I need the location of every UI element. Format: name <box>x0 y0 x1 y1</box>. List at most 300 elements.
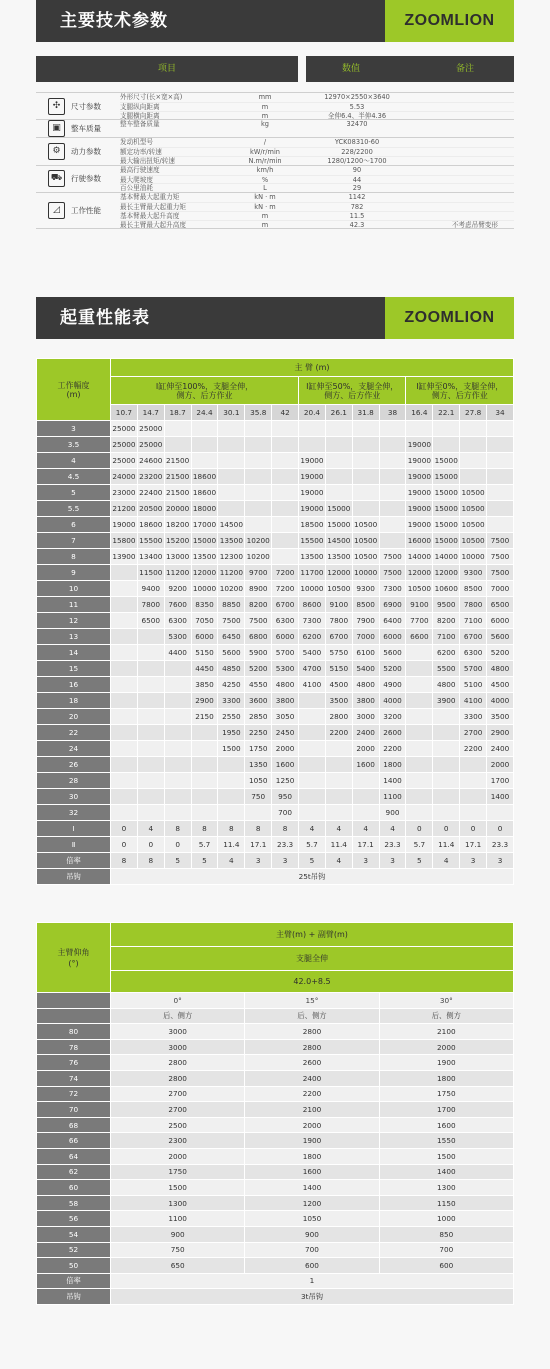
load-cell <box>191 789 218 805</box>
load-cell: 7500 <box>487 533 514 549</box>
load-cell: 2800 <box>325 709 352 725</box>
load-cell <box>272 533 299 549</box>
radius-cell: 28 <box>37 773 111 789</box>
table-row <box>37 453 514 469</box>
load-cell: 10500 <box>352 533 379 549</box>
spec-cell: 32470 <box>346 120 368 129</box>
spec-cell <box>412 157 514 165</box>
boom-length: 10.7 <box>111 405 138 421</box>
table-row <box>37 1148 514 1164</box>
angle-cell: 78 <box>37 1039 111 1055</box>
spec-group-label <box>36 138 120 164</box>
load-cell: 25000 <box>111 421 138 437</box>
spec-cell <box>412 193 514 202</box>
truck-icon: ⛟ <box>48 170 65 187</box>
load-cell: 1700 <box>379 1102 513 1118</box>
load-cell: 3500 <box>487 709 514 725</box>
load-cell: 15000 <box>191 533 218 549</box>
table-row <box>37 1133 514 1149</box>
boom-length: 14.7 <box>137 405 164 421</box>
table-row <box>37 821 514 837</box>
load-cell <box>137 693 164 709</box>
load-cell: 2250 <box>245 725 272 741</box>
boom-length: 16.4 <box>406 405 433 421</box>
load-cell: 15000 <box>433 501 460 517</box>
spec-group-name: 行驶参数 <box>71 174 101 184</box>
load-cell: 2450 <box>272 725 299 741</box>
load-cell <box>325 773 352 789</box>
load-cell: 1550 <box>379 1133 513 1149</box>
load-cell: 15000 <box>433 533 460 549</box>
load-cell: 1050 <box>245 1211 379 1227</box>
load-cell <box>433 421 460 437</box>
spec-cell: 最高行驶速度 <box>120 165 160 174</box>
load-cell <box>325 789 352 805</box>
load-cell: 11500 <box>137 565 164 581</box>
load-cell <box>111 773 138 789</box>
spec-cell <box>412 148 514 156</box>
load-cell: 9700 <box>245 565 272 581</box>
load-cell: 19000 <box>406 469 433 485</box>
spec-cell: 支腿横向距离 <box>120 111 160 120</box>
load-cell: 7800 <box>137 597 164 613</box>
load-cell: 6200 <box>433 645 460 661</box>
load-cell <box>111 741 138 757</box>
load-cell: 1600 <box>352 757 379 773</box>
load-cell: 4800 <box>272 677 299 693</box>
spec-cell: 90 <box>352 165 362 174</box>
table-cell: 0 <box>111 837 138 853</box>
load-cell: 7900 <box>352 613 379 629</box>
load-cell: 18600 <box>137 517 164 533</box>
spec-group <box>36 137 514 164</box>
load-cell <box>191 741 218 757</box>
load-cell: 5200 <box>379 661 406 677</box>
direction-cell: 后、侧方 <box>245 1008 379 1024</box>
load-cell: 6000 <box>487 613 514 629</box>
load-cell: 10500 <box>325 581 352 597</box>
spec-cell: kN · m <box>254 202 276 211</box>
load-cell: 6000 <box>379 629 406 645</box>
spec-cell: m <box>261 102 269 111</box>
load-cell: 5750 <box>325 645 352 661</box>
specs-title: 主要技术参数 <box>60 11 168 31</box>
load-cell: 15000 <box>325 501 352 517</box>
table-cell: 1 <box>111 1273 514 1289</box>
load-cell <box>137 773 164 789</box>
spec-cell <box>412 120 514 129</box>
jib-title: 主臂(m) + 副臂(m) <box>111 923 514 947</box>
load-cell <box>406 709 433 725</box>
table-row <box>37 645 514 661</box>
load-cell: 8350 <box>191 597 218 613</box>
load-cell <box>325 485 352 501</box>
load-cell: 6500 <box>137 613 164 629</box>
load-cell <box>406 725 433 741</box>
spec-cell: mm <box>258 93 272 101</box>
load-cell <box>406 645 433 661</box>
load-cell: 25000 <box>137 437 164 453</box>
load-cell: 3850 <box>191 677 218 693</box>
spec-row <box>120 147 514 156</box>
radius-cell: 5 <box>37 485 111 501</box>
load-cell: 22400 <box>137 485 164 501</box>
load-cell: 10500 <box>460 517 487 533</box>
radius-cell: 20 <box>37 709 111 725</box>
load-cell <box>137 757 164 773</box>
spec-cell: / <box>263 138 267 147</box>
jib-config: 42.0+8.5 <box>111 971 514 993</box>
row-label: 吊钩 <box>37 869 111 885</box>
load-cell <box>325 421 352 437</box>
load-cell: 2200 <box>325 725 352 741</box>
row-label <box>37 993 111 1009</box>
load-cell <box>218 757 245 773</box>
load-cell: 3600 <box>245 693 272 709</box>
table-row <box>37 485 514 501</box>
load-cell: 5900 <box>245 645 272 661</box>
load-cell: 2700 <box>111 1086 245 1102</box>
load-cell <box>164 741 191 757</box>
load-cell: 19000 <box>299 469 326 485</box>
spec-cell: kN · m <box>254 193 276 202</box>
main-boom-header: 主 臂 (m) <box>111 359 514 377</box>
load-cell <box>272 421 299 437</box>
load-cell: 7700 <box>406 613 433 629</box>
spec-row <box>120 93 514 102</box>
load-cell: 14500 <box>325 533 352 549</box>
spec-cell: m <box>261 211 269 220</box>
table-row <box>37 581 514 597</box>
load-cell <box>299 789 326 805</box>
table-row <box>37 1164 514 1180</box>
load-cell: 6200 <box>299 629 326 645</box>
angle-cell: 60 <box>37 1180 111 1196</box>
load-cell <box>352 773 379 789</box>
load-cell: 3000 <box>111 1039 245 1055</box>
load-cell <box>433 757 460 773</box>
load-cell: 7800 <box>325 613 352 629</box>
table-cell: 4 <box>299 821 326 837</box>
load-cell: 5700 <box>272 645 299 661</box>
load-cell <box>299 693 326 709</box>
load-cell: 18200 <box>164 517 191 533</box>
load-cell <box>272 501 299 517</box>
load-cell: 18600 <box>191 469 218 485</box>
load-cell: 8500 <box>352 597 379 613</box>
direction-cell: 后、侧方 <box>379 1008 513 1024</box>
spec-cell: 最大输出扭矩/转速 <box>120 156 175 165</box>
load-cell <box>245 453 272 469</box>
load-cell: 650 <box>111 1258 245 1274</box>
load-cell <box>191 437 218 453</box>
spec-cell: YCK08310-60 <box>334 138 380 147</box>
spec-cell: 42.3 <box>349 220 365 229</box>
load-cell: 2500 <box>111 1117 245 1133</box>
spec-cell <box>412 112 514 120</box>
load-cell <box>460 757 487 773</box>
load-cell <box>191 773 218 789</box>
load-cell: 13000 <box>164 549 191 565</box>
load-cell <box>245 421 272 437</box>
load-cell: 10000 <box>352 565 379 581</box>
load-header-bar <box>36 297 514 339</box>
table-row <box>37 421 514 437</box>
table-cell: 0 <box>487 821 514 837</box>
table-cell: 3 <box>272 853 299 869</box>
load-cell: 1800 <box>379 757 406 773</box>
load-cell: 6600 <box>406 629 433 645</box>
load-cell <box>325 437 352 453</box>
load-cell: 7800 <box>460 597 487 613</box>
spec-cell: 1142 <box>348 193 366 202</box>
load-cell <box>191 725 218 741</box>
load-cell: 5150 <box>325 661 352 677</box>
spec-group <box>36 192 514 229</box>
load-cell <box>299 709 326 725</box>
angle-cell: 56 <box>37 1211 111 1227</box>
radius-cell: 4.5 <box>37 469 111 485</box>
load-cell <box>164 757 191 773</box>
load-cell: 18600 <box>191 485 218 501</box>
angle-cell: 58 <box>37 1195 111 1211</box>
table-row <box>37 1258 514 1274</box>
radius-cell: 16 <box>37 677 111 693</box>
load-cell: 600 <box>245 1258 379 1274</box>
load-cell <box>137 629 164 645</box>
load-cell: 1600 <box>245 1164 379 1180</box>
load-cell: 7100 <box>433 629 460 645</box>
load-cell: 19000 <box>406 485 433 501</box>
load-cell: 13500 <box>218 533 245 549</box>
load-cell <box>487 469 514 485</box>
load-cell: 19000 <box>406 517 433 533</box>
load-cell: 13500 <box>299 549 326 565</box>
load-cell: 3000 <box>111 1024 245 1040</box>
spec-group <box>36 92 514 119</box>
table-row <box>37 837 514 853</box>
load-cell <box>218 789 245 805</box>
load-cell: 4000 <box>487 693 514 709</box>
load-cell <box>299 741 326 757</box>
table-cell: 4 <box>325 853 352 869</box>
spec-group-label <box>36 93 120 119</box>
load-cell <box>245 501 272 517</box>
load-cell <box>299 757 326 773</box>
load-cell <box>487 485 514 501</box>
table-cell: 0 <box>433 821 460 837</box>
load-cell: 700 <box>272 805 299 821</box>
load-cell: 15000 <box>325 517 352 533</box>
load-cell: 2200 <box>379 741 406 757</box>
load-cell <box>137 805 164 821</box>
load-cell: 5400 <box>352 661 379 677</box>
load-cell: 4450 <box>191 661 218 677</box>
table-row <box>37 549 514 565</box>
load-cell: 5300 <box>164 629 191 645</box>
load-cell <box>379 485 406 501</box>
load-cell: 12300 <box>218 549 245 565</box>
table-cell: 3t吊钩 <box>111 1289 514 1305</box>
load-cell <box>245 517 272 533</box>
spec-group-label <box>36 193 120 228</box>
load-cell: 7600 <box>164 597 191 613</box>
load-cell <box>191 805 218 821</box>
spec-cell <box>412 138 514 147</box>
load-cell <box>487 437 514 453</box>
load-cell: 1500 <box>379 1148 513 1164</box>
load-cell <box>299 805 326 821</box>
load-cell <box>111 661 138 677</box>
load-cell: 10500 <box>460 533 487 549</box>
radius-cell: 5.5 <box>37 501 111 517</box>
load-cell <box>299 421 326 437</box>
load-cell: 1400 <box>487 789 514 805</box>
load-cell <box>433 725 460 741</box>
spec-cell: 整车整备质量 <box>120 120 160 129</box>
table-row <box>37 661 514 677</box>
angle-cell: 54 <box>37 1226 111 1242</box>
table-row <box>37 629 514 645</box>
spec-cell: 11.5 <box>349 211 365 220</box>
load-cell <box>406 421 433 437</box>
spec-cell: 228/2200 <box>341 148 373 157</box>
load-cell: 1100 <box>379 789 406 805</box>
load-cell: 2150 <box>191 709 218 725</box>
radius-cell: 9 <box>37 565 111 581</box>
table-cell: 0 <box>164 837 191 853</box>
table-cell: 5.7 <box>299 837 326 853</box>
load-cell <box>164 661 191 677</box>
offset-angle: 0° <box>111 993 245 1009</box>
spec-col-note: 备注 <box>455 64 474 74</box>
load-cell: 1600 <box>379 1117 513 1133</box>
row-label: Ⅱ <box>37 837 111 853</box>
load-title: 起重性能表 <box>60 308 150 328</box>
load-cell <box>487 453 514 469</box>
load-cell: 10000 <box>191 581 218 597</box>
table-row <box>37 613 514 629</box>
spec-cell: 基本臂最大起重力矩 <box>120 193 180 202</box>
table-cell: 8 <box>191 821 218 837</box>
load-cell: 7100 <box>460 613 487 629</box>
load-cell <box>487 805 514 821</box>
spec-cell: 782 <box>350 202 364 211</box>
load-cell <box>325 805 352 821</box>
table-cell: 0 <box>460 821 487 837</box>
spec-cell <box>412 176 514 184</box>
load-cell <box>245 485 272 501</box>
load-cell: 2600 <box>379 725 406 741</box>
load-cell: 9400 <box>137 581 164 597</box>
table-cell: 8 <box>218 821 245 837</box>
angle-cell: 72 <box>37 1086 111 1102</box>
load-cell <box>111 645 138 661</box>
load-cell: 8900 <box>245 581 272 597</box>
load-cell <box>191 757 218 773</box>
load-cell: 9500 <box>433 597 460 613</box>
table-cell: 4 <box>218 853 245 869</box>
spec-cell: 发动机型号 <box>120 138 153 147</box>
spec-cell: % <box>261 175 269 184</box>
load-cell: 13400 <box>137 549 164 565</box>
spec-cell <box>412 184 514 192</box>
boom-length: 24.4 <box>191 405 218 421</box>
load-cell <box>137 661 164 677</box>
spec-cell: 不考虑吊臂变形 <box>451 220 498 229</box>
load-cell: 9300 <box>460 565 487 581</box>
load-cell: 850 <box>379 1226 513 1242</box>
load-cell: 6700 <box>272 597 299 613</box>
table-row <box>37 1039 514 1055</box>
load-cell: 10200 <box>245 549 272 565</box>
main-boom-load-table <box>36 358 514 885</box>
load-cell <box>164 789 191 805</box>
spec-cell: 44 <box>352 175 362 184</box>
angle-cell: 70 <box>37 1102 111 1118</box>
load-cell: 5400 <box>299 645 326 661</box>
load-cell <box>164 805 191 821</box>
load-cell: 25000 <box>111 437 138 453</box>
load-cell: 900 <box>245 1226 379 1242</box>
spec-row <box>120 183 514 192</box>
load-cell: 7000 <box>352 629 379 645</box>
angle-cell: 66 <box>37 1133 111 1149</box>
boom-length: 18.7 <box>164 405 191 421</box>
load-cell <box>137 789 164 805</box>
load-cell: 4800 <box>352 677 379 693</box>
load-cell: 10200 <box>218 581 245 597</box>
table-cell: 17.1 <box>352 837 379 853</box>
load-cell <box>164 693 191 709</box>
table-cell: 5.7 <box>406 837 433 853</box>
load-cell: 2900 <box>487 725 514 741</box>
load-cell: 1800 <box>245 1148 379 1164</box>
spec-cell: 基本臂最大起升高度 <box>120 211 180 220</box>
load-cell: 2000 <box>272 741 299 757</box>
spec-list <box>36 92 514 229</box>
load-cell: 10200 <box>245 533 272 549</box>
row-label: 吊钩 <box>37 1289 111 1305</box>
load-cell: 5100 <box>460 677 487 693</box>
load-cell: 15500 <box>137 533 164 549</box>
load-cell <box>137 725 164 741</box>
load-cell: 4100 <box>299 677 326 693</box>
load-cell: 1950 <box>218 725 245 741</box>
radius-cell: 6 <box>37 517 111 533</box>
boom-length: 31.8 <box>352 405 379 421</box>
load-cell <box>352 453 379 469</box>
angle-cell: 68 <box>37 1117 111 1133</box>
load-cell: 4100 <box>460 693 487 709</box>
table-cell: 3 <box>379 853 406 869</box>
load-cell: 8200 <box>245 597 272 613</box>
angle-cell: 76 <box>37 1055 111 1071</box>
table-cell: 3 <box>460 853 487 869</box>
load-cell <box>191 453 218 469</box>
radius-cell: 30 <box>37 789 111 805</box>
table-cell: 4 <box>352 821 379 837</box>
load-cell: 5200 <box>487 645 514 661</box>
load-cell: 12000 <box>406 565 433 581</box>
spec-cell: m <box>261 220 269 229</box>
load-cell <box>218 469 245 485</box>
spec-cell <box>412 93 514 102</box>
load-cell: 1000 <box>379 1211 513 1227</box>
load-cell: 7500 <box>218 613 245 629</box>
radius-cell: 3 <box>37 421 111 437</box>
load-cell: 10500 <box>352 549 379 565</box>
